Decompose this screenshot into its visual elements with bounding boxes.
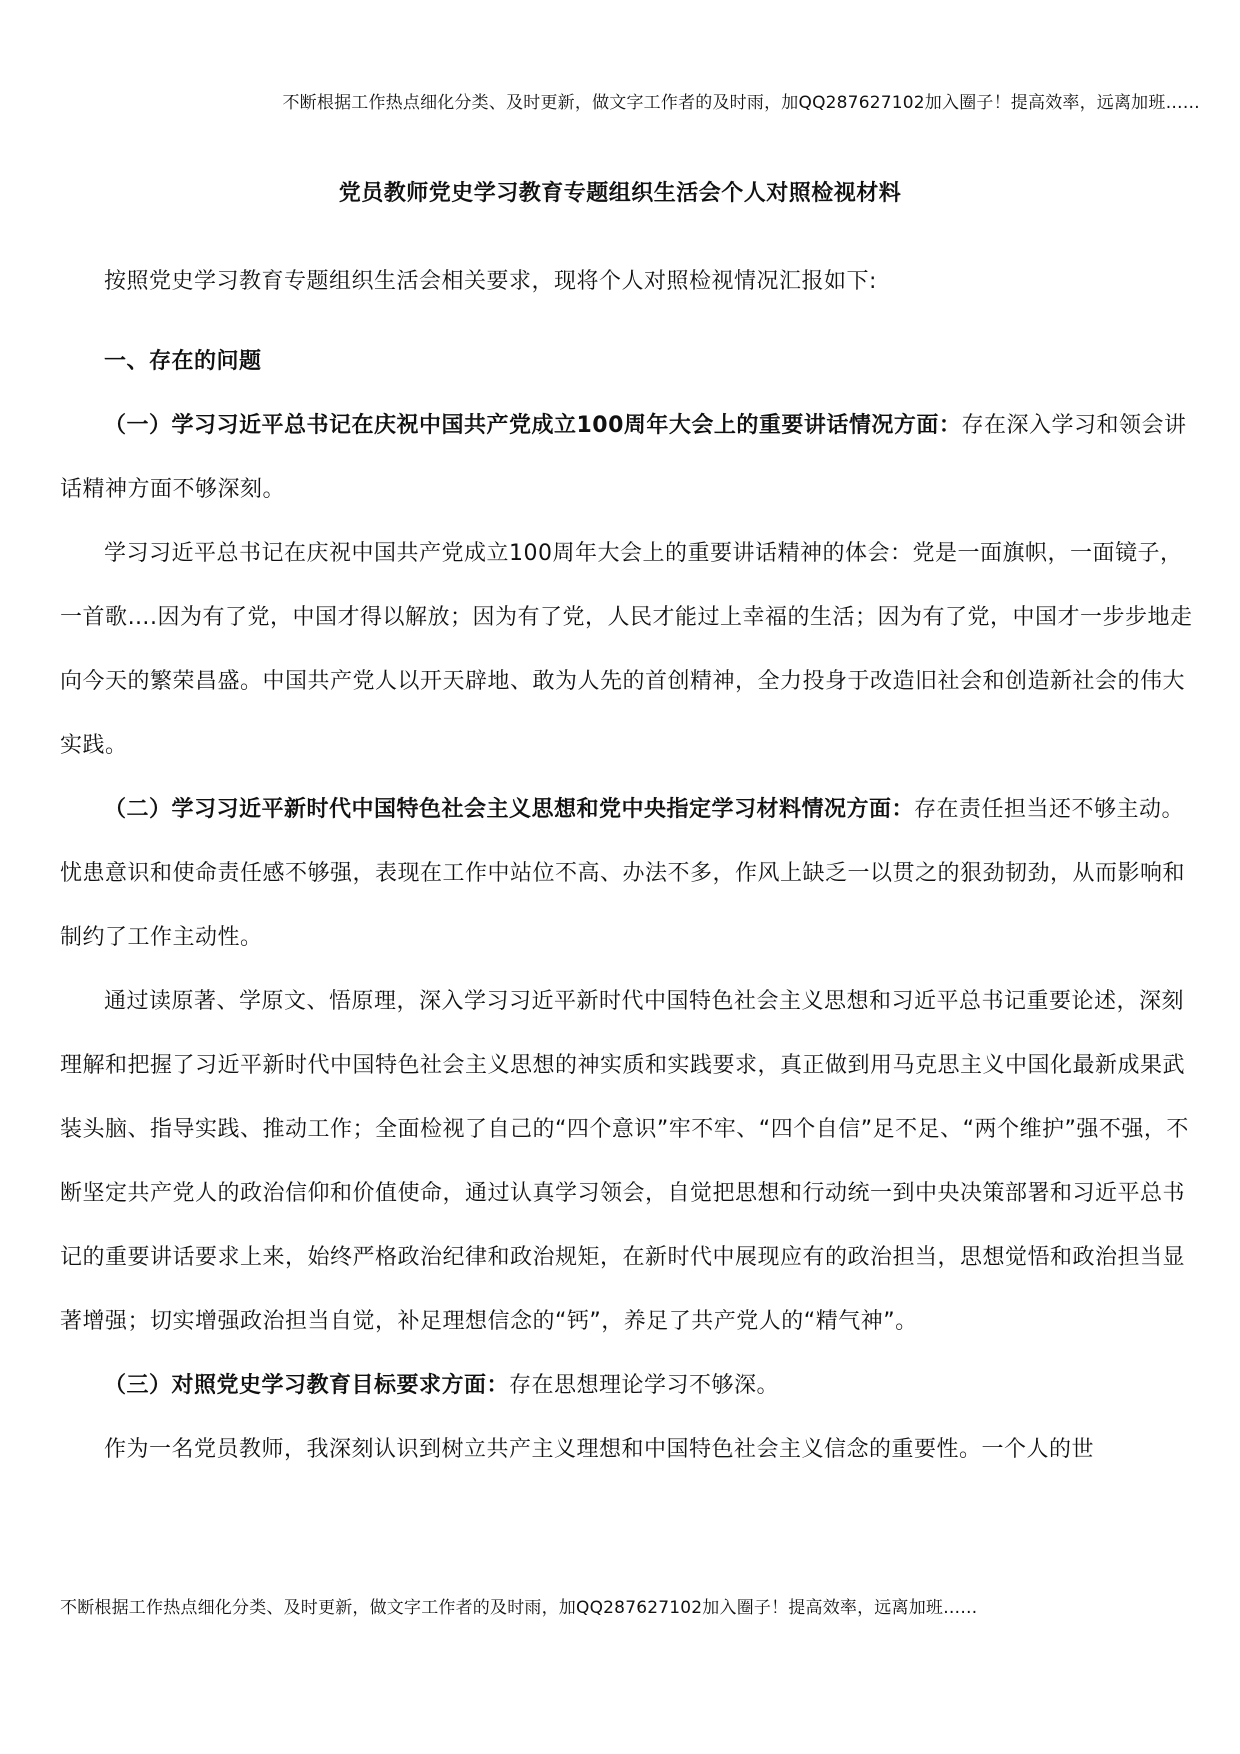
document-title: 党员教师党史学习教育专题组织生活会个人对照检视材料: [338, 181, 902, 206]
item-2-label: （二）学习习近平新时代中国特色社会主义思想和党中央指定学习材料情况方面：: [104, 797, 915, 822]
item-3-body: 作为一名党员教师，我深刻认识到树立共产主义理想和中国特色社会主义信念的重要性。一个人的世: [104, 1437, 1095, 1462]
item-1-body: 学习习近平总书记在庆祝中国共产党成立100周年大会上的重要讲话精神的体会：党是一面旗帜，一面镜子，一首歌….因为有了党，中国才得以解放；因为有了党，人民才能过上幸福的生活；因为有了党，中国才一步步地走向今天的繁荣昌盛。中国共产党人以开天辟地、敢为人先的首创精神，全力投身于改造旧社会和创造新社会的伟大实践。: [60, 541, 1193, 758]
footer-note: 不断根据工作热点细化分类、及时更新，做文字工作者的及时雨，加QQ287627102加入圈子！提高效率，远离加班……: [60, 1598, 978, 1618]
item-2-body: 通过读原著、学原文、悟原理，深入学习习近平新时代中国特色社会主义思想和习近平总书记重要论述，深刻理解和把握了习近平新时代中国特色社会主义思想的神实质和实践要求，真正做到用马克思主义中国化最新成果武装头脑、指导实践、推动工作；全面检视了自己的“四个意识”牢不牢、“四个自信”足不足、“两个维护”强不强，不断坚定共产党人的政治信仰和价值使命，通过认真学习领会，自觉把思想和行动统一到中央决策部署和习近平总书记的重要讲话要求上来，始终严格政治纪律和政治规矩，在新时代中展现应有的政治担当，思想觉悟和政治担当显著增强；切实增强政治担当自觉，补足理想信念的“钙”，养足了共产党人的“精气神”。: [60, 989, 1189, 1334]
section-heading: 一、存在的问题: [104, 349, 262, 374]
header-note: 不断根据工作热点细化分类、及时更新，做文字工作者的及时雨，加QQ287627102加入圈子！提高效率，远离加班……: [282, 93, 1200, 113]
intro-paragraph: 按照党史学习教育专题组织生活会相关要求，现将个人对照检视情况汇报如下:: [104, 269, 877, 294]
item-1-text: 存在深入学习和领会讲话精神方面不够深刻。: [60, 413, 1187, 502]
item-3-paragraph: [60, 1354, 1200, 1418]
item-2-paragraph: [60, 778, 1200, 970]
item-2-text: 存在责任担当还不够主动。忧患意识和使命责任感不够强，表现在工作中站位不高、办法不多，作风上缺乏一以贯之的狠劲韧劲，从而影响和制约了工作主动性。: [60, 797, 1186, 950]
item-3-text: 存在思想理论学习不够深。: [509, 1373, 780, 1398]
document-body: [60, 250, 1200, 1482]
item-1-label: （一）学习习近平总书记在庆祝中国共产党成立100周年大会上的重要讲话情况方面：: [104, 413, 962, 438]
item-3-label: （三）对照党史学习教育目标要求方面：: [104, 1373, 510, 1398]
item-1-paragraph: [60, 394, 1200, 522]
